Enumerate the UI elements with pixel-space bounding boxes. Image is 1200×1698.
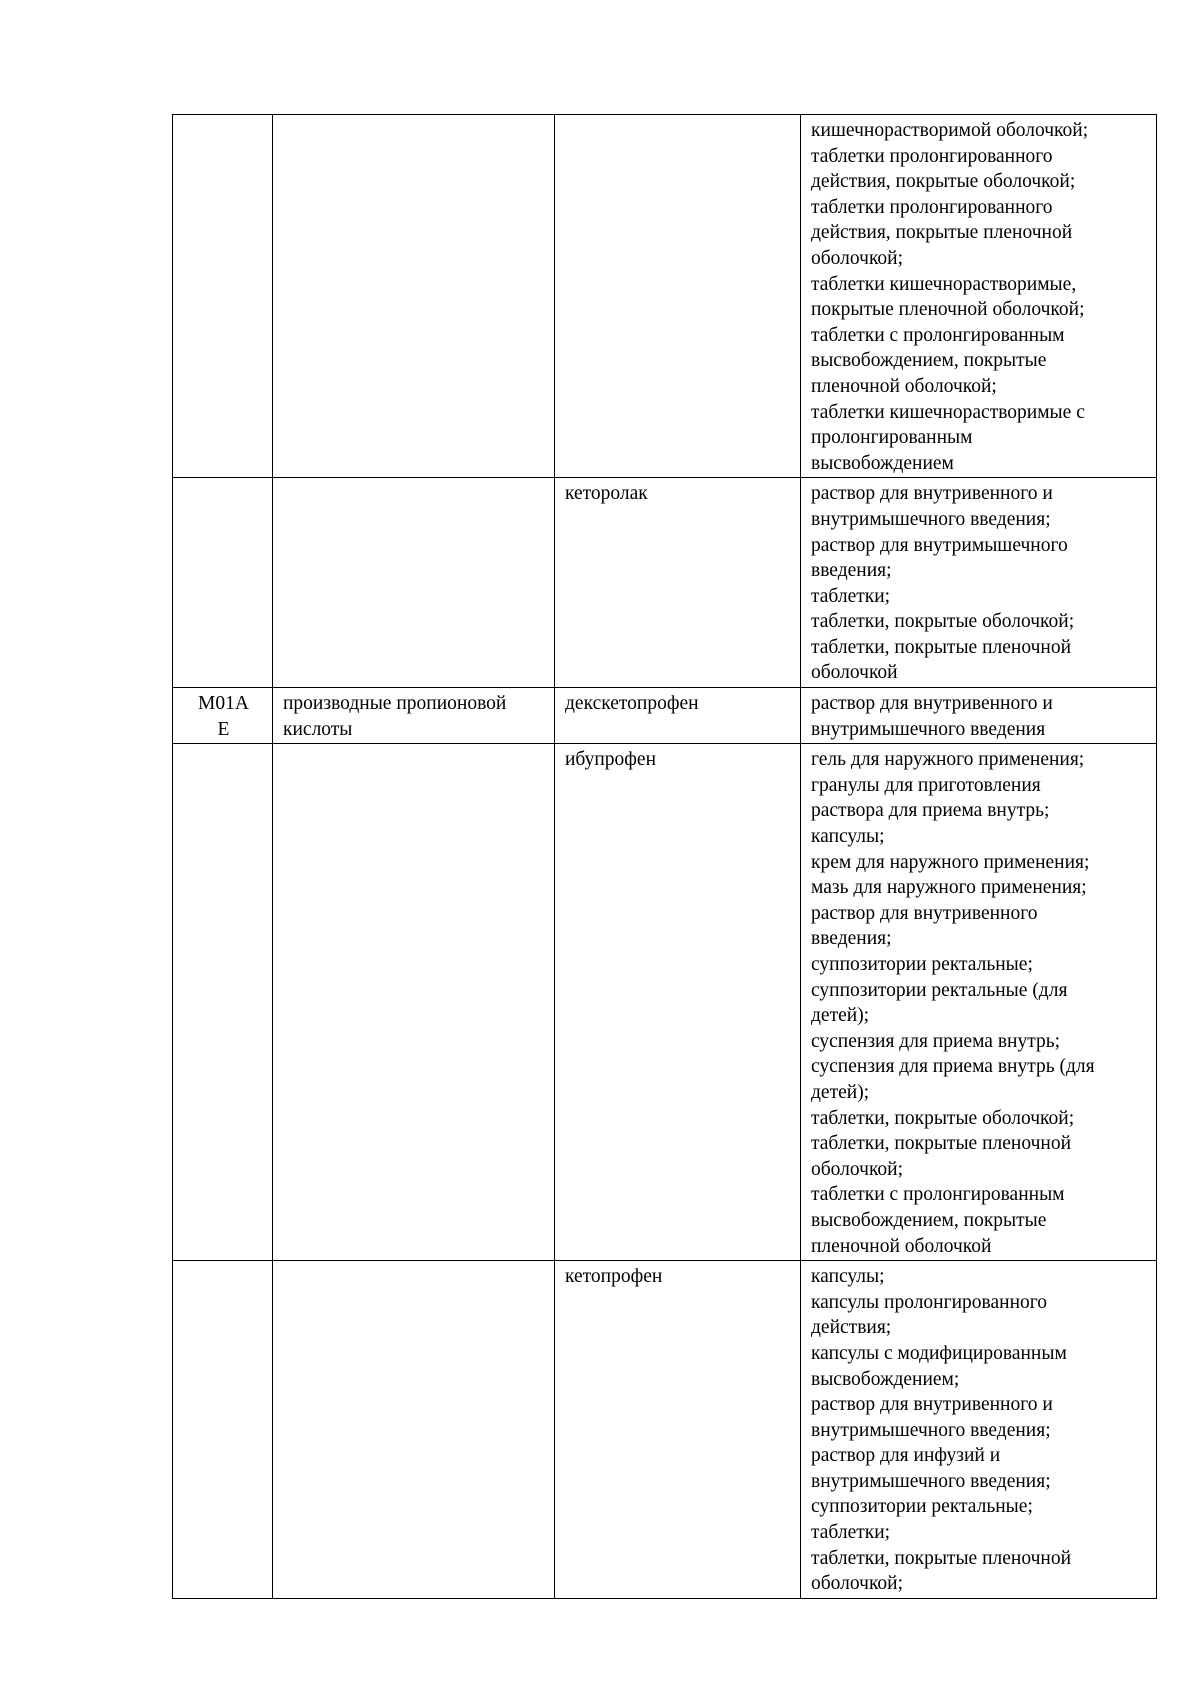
cell-text-line: M01A [198, 693, 249, 715]
cell-text-line: раствор для внутривенного и [811, 693, 1053, 715]
drug-name-cell [555, 478, 801, 688]
dosage-forms-cell [801, 688, 1157, 744]
cell-text-line: капсулы; [811, 1266, 885, 1288]
cell-text-line: гель для наружного применения; [811, 749, 1085, 771]
cell-text-line: введения; [811, 928, 892, 950]
group-name-cell [273, 478, 555, 688]
cell-text-line: покрытые пленочной оболочкой; [811, 299, 1085, 321]
cell-text-line: раствор для внутривенного [811, 902, 1038, 924]
cell-text-line: таблетки; [811, 585, 891, 607]
cell-text-line: капсулы; [811, 826, 885, 848]
cell-text-line: капсулы с модифицированным [811, 1342, 1067, 1364]
table-row [173, 688, 1157, 744]
cell-text-line: высвобождением, покрытые [811, 350, 1047, 372]
cell-text-line: таблетки с пролонгированным [811, 1184, 1065, 1206]
cell-text-line: таблетки пролонгированного [811, 145, 1053, 167]
cell-text-line: действия, покрытые пленочной [811, 222, 1073, 244]
table-row [173, 115, 1157, 478]
cell-text-line: введения; [811, 560, 892, 582]
cell-text-line: производные пропионовой [283, 693, 507, 715]
cell-text-line: таблетки, покрытые пленочной [811, 636, 1072, 658]
cell-text-line: высвобождением [811, 452, 954, 474]
cell-text-line: E [217, 718, 230, 740]
cell-text-line: раствора для приема внутрь; [811, 800, 1050, 822]
dosage-forms-cell [801, 478, 1157, 688]
cell-text-line: раствор для внутримышечного [811, 534, 1068, 556]
group-name-cell [273, 688, 555, 744]
cell-text-line: раствор для инфузий и [811, 1445, 1001, 1467]
cell-text-line: таблетки, покрытые оболочкой; [811, 1107, 1075, 1129]
cell-text-line: декскетопрофен [565, 693, 699, 715]
cell-text-line: таблетки кишечнорастворимые, [811, 273, 1077, 295]
cell-text-line: суппозитории ректальные; [811, 1496, 1033, 1518]
cell-text-line: ибупрофен [565, 749, 657, 771]
table-row [173, 744, 1157, 1261]
cell-text-line: детей); [811, 1081, 870, 1103]
atc-code-cell [173, 1261, 273, 1599]
cell-text-line: мазь для наружного применения; [811, 877, 1087, 899]
drug-name-cell [555, 115, 801, 478]
drug-name-cell [555, 1261, 801, 1599]
cell-text-line: кислоты [283, 718, 353, 740]
cell-text-line: таблетки пролонгированного [811, 196, 1053, 218]
cell-text-line: пролонгированным [811, 427, 973, 449]
drug-table [172, 114, 1157, 1599]
cell-text-line: действия, покрытые оболочкой; [811, 171, 1076, 193]
cell-text-line: детей); [811, 1005, 870, 1027]
cell-text-line: внутримышечного введения [811, 718, 1046, 740]
cell-text-line: высвобождением, покрытые [811, 1209, 1047, 1231]
cell-text-line: кишечнорастворимой оболочкой; [811, 120, 1089, 141]
cell-text-line: крем для наружного применения; [811, 851, 1090, 873]
cell-text-line: таблетки кишечнорастворимые с [811, 401, 1085, 423]
cell-text-line: высвобождением; [811, 1368, 960, 1390]
cell-text-line: капсулы пролонгированного [811, 1291, 1048, 1313]
cell-text-line: раствор для внутривенного и [811, 483, 1053, 505]
cell-text-line: кетопрофен [565, 1266, 663, 1288]
cell-text-line: раствор для внутривенного и [811, 1394, 1053, 1416]
cell-text-line: оболочкой; [811, 1573, 904, 1595]
cell-text-line: суппозитории ректальные; [811, 954, 1033, 975]
cell-text-line: таблетки; [811, 1522, 891, 1544]
cell-text-line: таблетки, покрытые пленочной [811, 1547, 1072, 1569]
cell-text-line: пленочной оболочкой [811, 1235, 992, 1257]
group-name-cell [273, 115, 555, 478]
dosage-forms-cell [801, 115, 1157, 478]
cell-text-line: таблетки с пролонгированным [811, 324, 1065, 346]
drug-name-cell [555, 688, 801, 744]
cell-text-line: суппозитории ректальные (для [811, 979, 1068, 1001]
cell-text-line: таблетки, покрытые пленочной [811, 1133, 1072, 1155]
cell-text-line: внутримышечного введения; [811, 1419, 1051, 1441]
cell-text-line: кеторолак [565, 483, 648, 505]
cell-text-line: суспензия для приема внутрь; [811, 1030, 1061, 1052]
cell-text-line: таблетки, покрытые оболочкой; [811, 611, 1075, 633]
cell-text-line: внутримышечного введения; [811, 1470, 1051, 1492]
cell-text-line: оболочкой; [811, 1158, 904, 1180]
table-row [173, 478, 1157, 688]
cell-text-line: оболочкой [811, 662, 898, 684]
drug-name-cell [555, 744, 801, 1261]
table-row [173, 1261, 1157, 1599]
atc-code-cell [173, 478, 273, 688]
dosage-forms-cell [801, 744, 1157, 1261]
cell-text-line: оболочкой; [811, 247, 904, 269]
group-name-cell [273, 744, 555, 1261]
cell-text-line: суспензия для приема внутрь (для [811, 1056, 1095, 1078]
cell-text-line: внутримышечного введения; [811, 508, 1051, 530]
group-name-cell [273, 1261, 555, 1599]
atc-code-cell [173, 744, 273, 1261]
drug-table-body [173, 115, 1157, 1599]
cell-text-line: действия; [811, 1317, 892, 1339]
cell-text-line: гранулы для приготовления [811, 774, 1041, 796]
atc-code-cell [173, 115, 273, 478]
cell-text-line: пленочной оболочкой; [811, 375, 997, 397]
atc-code-cell [173, 688, 273, 744]
dosage-forms-cell [801, 1261, 1157, 1599]
